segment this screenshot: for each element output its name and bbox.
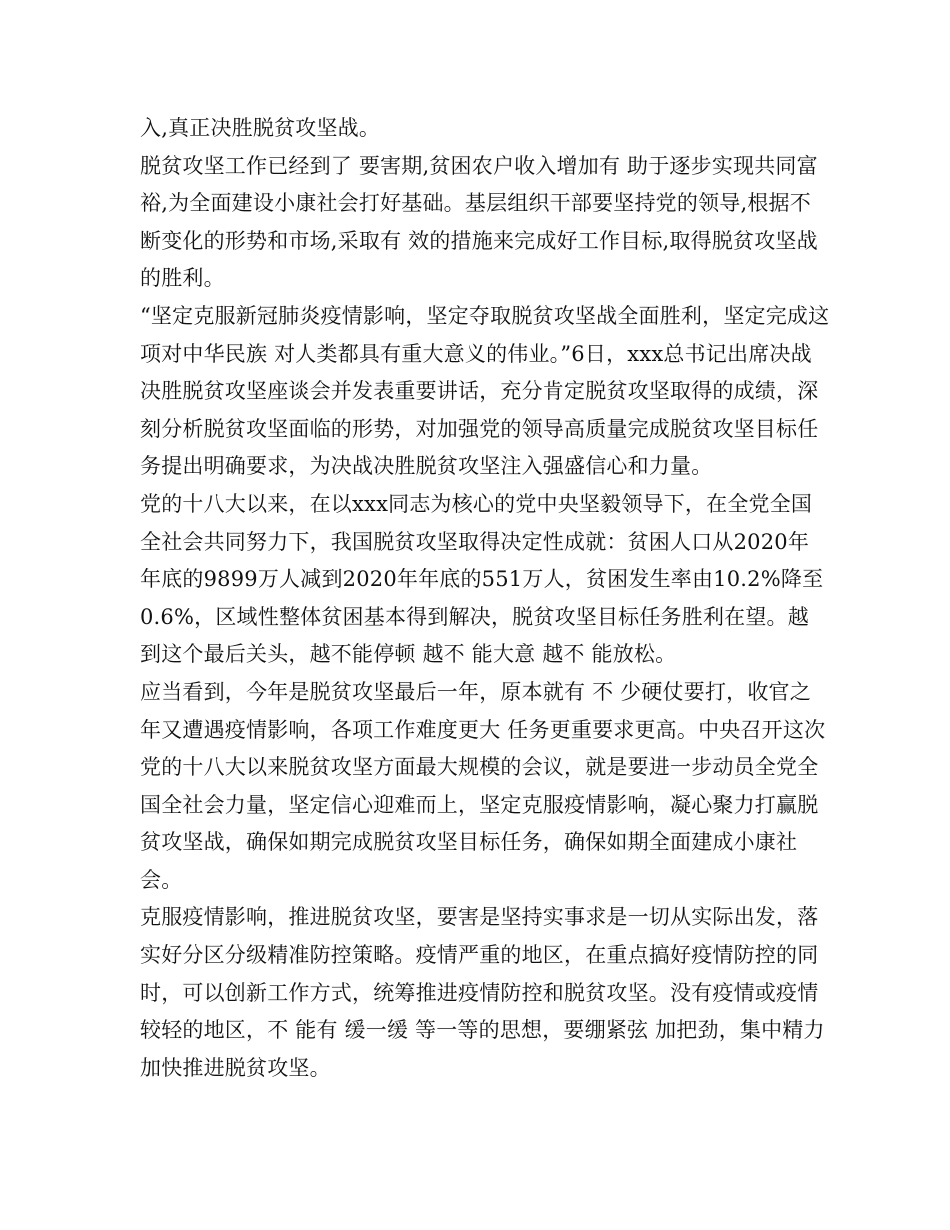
paragraph-3: “坚定克服新冠肺炎疫情影响，坚定夺取脱贫攻坚战全面胜利，坚定完成这项对中华民族 对人类都具有重大意义的伟业。”6日，xxx总书记出席决战决胜脱贫攻坚座谈会并发表重要讲话，充分肯定脱贫攻坚取得的成绩，深刻分析脱贫攻坚面临的形势，对加强党的领导高质量完成脱贫攻坚目标任务提出明确要求，为决战决胜脱贫攻坚注入强盛信心和力量。 xyxy=(140,303,830,479)
paragraph-2: 脱贫攻坚工作已经到了 要害期,贫困农户收入增加有 助于逐步实现共同富裕,为全面建设小康社会打好基础。基层组织干部要坚持党的领导,根据不断变化的形势和市场,采取有 效的措施来完成好工作目标,取得脱贫攻坚战的胜利。 xyxy=(140,153,818,291)
paragraph-6: 克服疫情影响，推进脱贫攻坚，要害是坚持实事求是一切从实际出发，落实好分区分级精准防控策略。疫情严重的地区，在重点搞好疫情防控的同时，可以创新工作方式，统筹推进疫情防控和脱贫攻坚。没有疫情或疫情较轻的地区，不 能有 缓一缓 等一等的思想，要绷紧弦 加把劲，集中精力加快推进脱贫攻坚。 xyxy=(140,905,825,1080)
paragraph-4: 党的十八大以来，在以xxx同志为核心的党中央坚毅领导下，在全党全国全社会共同努力下，我国脱贫攻坚取得决定性成就：贫困人口从2020年年底的9899万人减到2020年年底的551万人，贫困发生率由10.2%降至0.6%，区域性整体贫困基本得到解决，脱贫攻坚目标任务胜利在望。越到这个最后关头，越不能停顿 越不 能大意 越不 能放松。 xyxy=(140,491,824,667)
paragraph-5: 应当看到，今年是脱贫攻坚最后一年，原本就有 不 少硬仗要打，收官之年又遭遇疫情影响，各项工作难度更大 任务更重要求更高。中央召开这次党的十八大以来脱贫攻坚方面最大规模的会议，就是要进一步动员全党全国全社会力量，坚定信心迎难而上，坚定克服疫情影响，凝心聚力打赢脱贫攻坚战，确保如期完成脱贫攻坚目标任务，确保如期全面建成小康社会。 xyxy=(140,679,826,892)
paragraph-1: 入,真正决胜脱贫攻坚战。 xyxy=(140,116,381,140)
document-body xyxy=(140,110,830,1087)
